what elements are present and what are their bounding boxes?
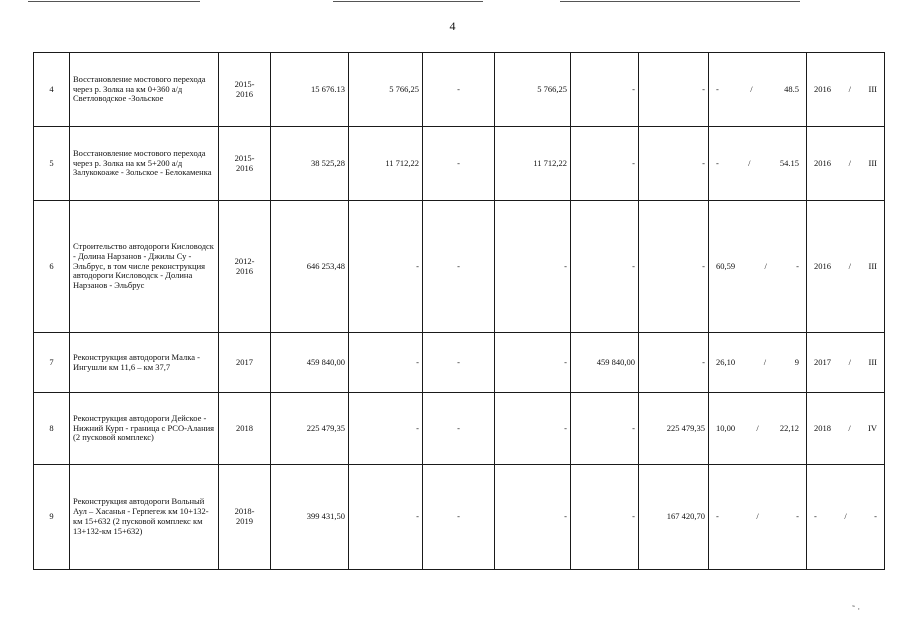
funding-col-5: 167 420,70	[639, 465, 709, 570]
capacity-right: 9	[794, 356, 799, 367]
funding-col-2: -	[423, 465, 495, 570]
completion-quarter: IV	[868, 422, 877, 433]
table-row	[34, 465, 885, 570]
capacity-cell	[709, 53, 807, 127]
total-cost: 15 676.13	[271, 53, 349, 127]
completion-quarter: -	[874, 511, 877, 522]
row-number: 4	[34, 53, 70, 127]
row-number: 5	[34, 127, 70, 201]
funding-col-1: -	[349, 201, 423, 333]
funding-col-1: -	[349, 333, 423, 393]
funding-col-1: 11 712,22	[349, 127, 423, 201]
funding-col-4: 459 840,00	[571, 333, 639, 393]
project-name: Реконструкция автодороги Вольный Аул – Хасанья - Герпегеж км 10+132- км 15+632 (2 пусковой комплекс км 13+132-км 15+632)	[70, 465, 219, 570]
funding-col-4: -	[571, 127, 639, 201]
capacity-left: -	[716, 511, 719, 522]
total-cost: 225 479,35	[271, 393, 349, 465]
table-row	[34, 393, 885, 465]
funding-col-5: 225 479,35	[639, 393, 709, 465]
completion-cell	[807, 53, 885, 127]
page-number: 4	[449, 19, 456, 33]
slash-separator: /	[848, 422, 851, 433]
slash-separator: /	[748, 157, 751, 168]
slash-separator: /	[756, 511, 759, 522]
funding-col-3: 5 766,25	[495, 53, 571, 127]
funding-col-5: -	[639, 53, 709, 127]
completion-year: 2016	[814, 83, 831, 94]
slash-separator: /	[848, 260, 851, 271]
completion-cell	[807, 127, 885, 201]
funding-col-2: -	[423, 393, 495, 465]
slash-separator: /	[848, 83, 851, 94]
capacity-cell	[709, 393, 807, 465]
funding-col-2: -	[423, 333, 495, 393]
row-number: 6	[34, 201, 70, 333]
slash-separator: /	[750, 83, 753, 94]
funding-col-5: -	[639, 333, 709, 393]
project-years: 2015- 2016	[219, 53, 271, 127]
completion-year: 2017	[814, 356, 831, 367]
total-cost: 646 253,48	[271, 201, 349, 333]
completion-cell	[807, 201, 885, 333]
completion-year: 2018	[814, 422, 831, 433]
project-name: Строительство автодороги Кисловодск - Долина Нарзанов - Джилы Су - Эльбрус, в том числе реконструкция автодороги Кисловодск - Долина Нарзанов - Эльбрус	[70, 201, 219, 333]
table-row	[34, 127, 885, 201]
capacity-cell	[709, 201, 807, 333]
total-cost: 399 431,50	[271, 465, 349, 570]
funding-col-3: 11 712,22	[495, 127, 571, 201]
road-projects-table	[33, 52, 885, 570]
row-number: 7	[34, 333, 70, 393]
completion-quarter: III	[868, 356, 877, 367]
slash-separator: /	[756, 422, 759, 433]
top-border-line-mid	[333, 1, 483, 2]
total-cost: 459 840,00	[271, 333, 349, 393]
row-number: 8	[34, 393, 70, 465]
total-cost: 38 525,28	[271, 127, 349, 201]
funding-col-3: -	[495, 393, 571, 465]
table-row	[34, 53, 885, 127]
slash-separator: /	[848, 356, 851, 367]
funding-col-1: -	[349, 393, 423, 465]
capacity-cell	[709, 333, 807, 393]
slash-separator: /	[764, 260, 767, 271]
completion-cell	[807, 333, 885, 393]
capacity-left: 10,00	[716, 422, 736, 433]
funding-col-4: -	[571, 201, 639, 333]
capacity-right: 22,12	[779, 422, 799, 433]
completion-year: 2016	[814, 157, 831, 168]
completion-year: -	[814, 511, 817, 522]
project-name: Реконструкция автодороги Дейское - Нижний Курп - граница с РСО-Алания (2 пусковой комплекс)	[70, 393, 219, 465]
slash-separator: /	[848, 157, 851, 168]
project-years: 2015- 2016	[219, 127, 271, 201]
funding-col-3: -	[495, 201, 571, 333]
project-name: Восстановление мостового перехода через р. Золка на км 5+200 а/д Залукокоаже - Зольское - Белокаменка	[70, 127, 219, 201]
capacity-right: 54.15	[779, 157, 799, 168]
slash-separator: /	[763, 356, 767, 367]
top-border-line-right	[560, 1, 800, 2]
capacity-right: -	[796, 511, 799, 522]
project-years: 2017	[219, 333, 271, 393]
capacity-left: 60,59	[716, 260, 736, 271]
slash-separator: /	[844, 511, 847, 522]
funding-col-1: 5 766,25	[349, 53, 423, 127]
completion-quarter: III	[868, 260, 877, 271]
funding-col-1: -	[349, 465, 423, 570]
funding-col-3: -	[495, 333, 571, 393]
funding-col-5: -	[639, 201, 709, 333]
funding-col-3: -	[495, 465, 571, 570]
funding-col-2: -	[423, 127, 495, 201]
capacity-right: 48.5	[784, 83, 799, 94]
completion-quarter: III	[868, 83, 877, 94]
funding-col-2: -	[423, 53, 495, 127]
project-name: Восстановление мостового перехода через р. Золка на км 0+360 а/д Светловодское -Зольское	[70, 53, 219, 127]
funding-col-4: -	[571, 465, 639, 570]
table-row	[34, 333, 885, 393]
top-border-line-left	[28, 1, 200, 2]
completion-cell	[807, 393, 885, 465]
project-years: 2018- 2019	[219, 465, 271, 570]
funding-col-4: -	[571, 393, 639, 465]
project-years: 2018	[219, 393, 271, 465]
funding-col-4: -	[571, 53, 639, 127]
capacity-left: -	[716, 157, 719, 168]
completion-quarter: III	[868, 157, 877, 168]
capacity-cell	[709, 127, 807, 201]
funding-col-2: -	[423, 201, 495, 333]
capacity-cell	[709, 465, 807, 570]
project-name: Реконструкция автодороги Малка - Ингушли км 11,6 – км 37,7	[70, 333, 219, 393]
capacity-right: -	[796, 260, 799, 271]
completion-cell	[807, 465, 885, 570]
funding-col-5: -	[639, 127, 709, 201]
capacity-left: -	[716, 83, 719, 94]
margin-mark: ˜ ·	[852, 604, 861, 614]
table-row	[34, 201, 885, 333]
project-years: 2012- 2016	[219, 201, 271, 333]
capacity-left: 26,10	[716, 356, 736, 367]
row-number: 9	[34, 465, 70, 570]
completion-year: 2016	[814, 260, 831, 271]
